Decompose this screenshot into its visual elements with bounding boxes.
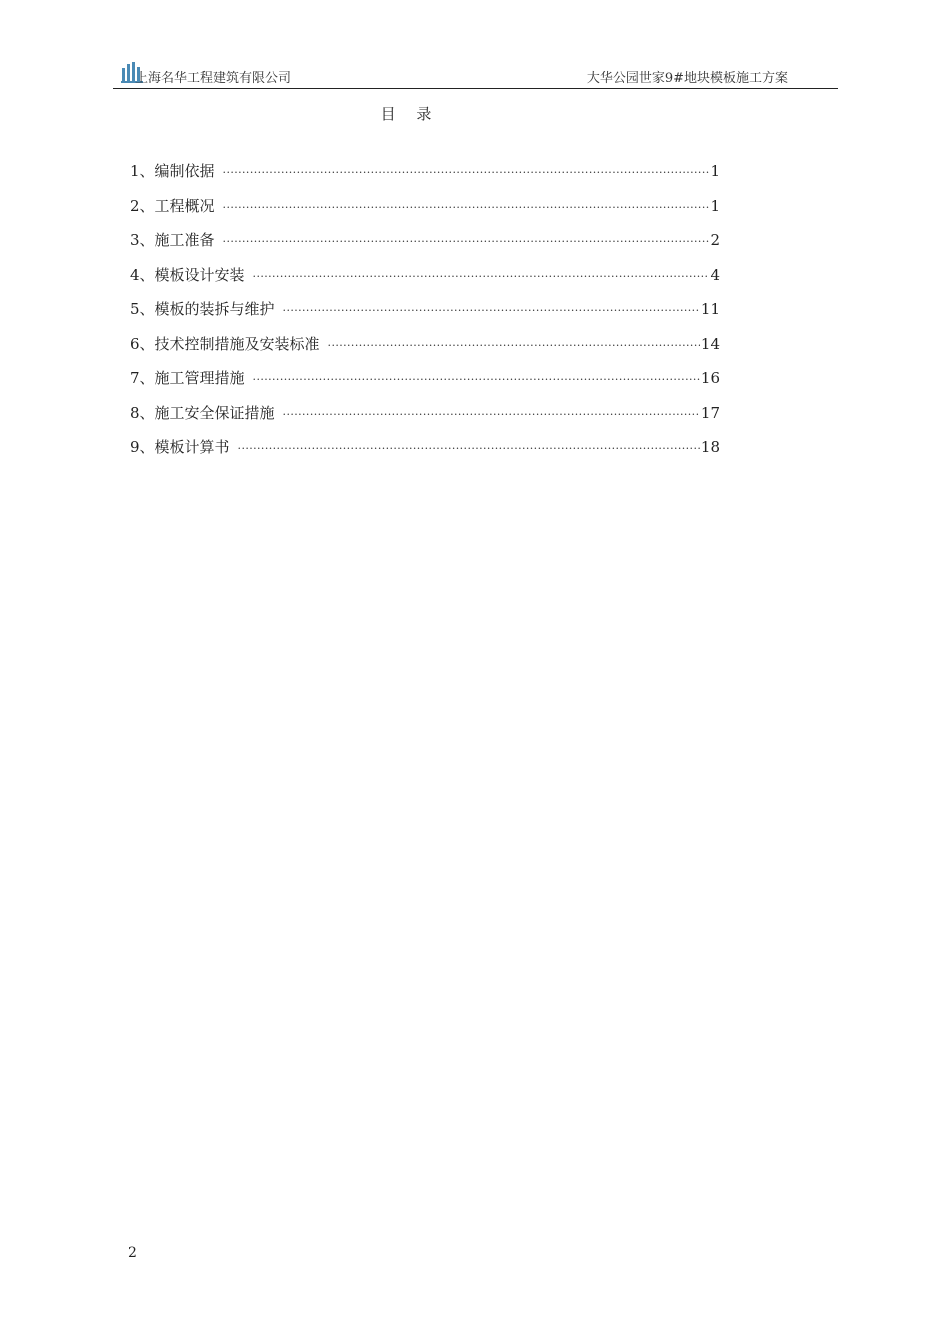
toc-entry[interactable] — [130, 367, 720, 402]
toc-entry[interactable] — [130, 195, 720, 230]
toc-entry-page: 18 — [700, 438, 720, 456]
dot-leader — [253, 270, 710, 283]
toc-entry[interactable] — [130, 298, 720, 333]
toc-entry-label: 5、模板的装拆与维护 — [130, 300, 275, 318]
dot-leader — [283, 304, 700, 317]
toc-entry[interactable] — [130, 160, 720, 195]
dot-leader — [238, 442, 700, 455]
toc-entry-label: 7、施工管理措施 — [130, 369, 245, 387]
dot-leader — [223, 201, 710, 214]
table-of-contents — [130, 160, 720, 471]
toc-entry-label: 2、工程概况 — [130, 196, 215, 215]
toc-title: 目 录 — [380, 105, 440, 123]
dot-leader — [283, 408, 700, 421]
toc-entry[interactable] — [130, 333, 720, 368]
toc-entry-label: 4、模板设计安装 — [130, 265, 245, 284]
toc-entry[interactable] — [130, 264, 720, 299]
toc-entry-label: 3、施工准备 — [130, 231, 215, 249]
toc-entry-label: 8、施工安全保证措施 — [130, 403, 275, 422]
dot-leader — [328, 339, 700, 352]
toc-entry-page: 4 — [710, 265, 720, 284]
project-title: 大华公园世家9#地块模板施工方案 — [586, 71, 788, 86]
toc-entry-page: 16 — [700, 369, 720, 387]
dot-leader — [223, 235, 710, 248]
toc-entry-page: 14 — [700, 334, 720, 353]
toc-entry-label: 6、技术控制措施及安装标准 — [130, 334, 320, 353]
toc-entry-page: 17 — [700, 403, 720, 422]
dot-leader — [253, 373, 700, 386]
toc-entry-label: 1、编制依据 — [130, 162, 215, 180]
page-header — [113, 58, 838, 89]
toc-entry[interactable] — [130, 402, 720, 437]
dot-leader — [223, 166, 710, 179]
company-name: 上海名华工程建筑有限公司 — [135, 71, 292, 86]
toc-entry-page: 1 — [710, 196, 720, 215]
toc-entry-page: 11 — [700, 300, 720, 318]
page-number: 2 — [128, 1245, 137, 1261]
toc-entry-page: 2 — [710, 231, 720, 249]
toc-entry-page: 1 — [710, 162, 720, 180]
toc-entry[interactable] — [130, 229, 720, 264]
toc-entry[interactable] — [130, 436, 720, 471]
toc-entry-label: 9、模板计算书 — [130, 438, 230, 456]
